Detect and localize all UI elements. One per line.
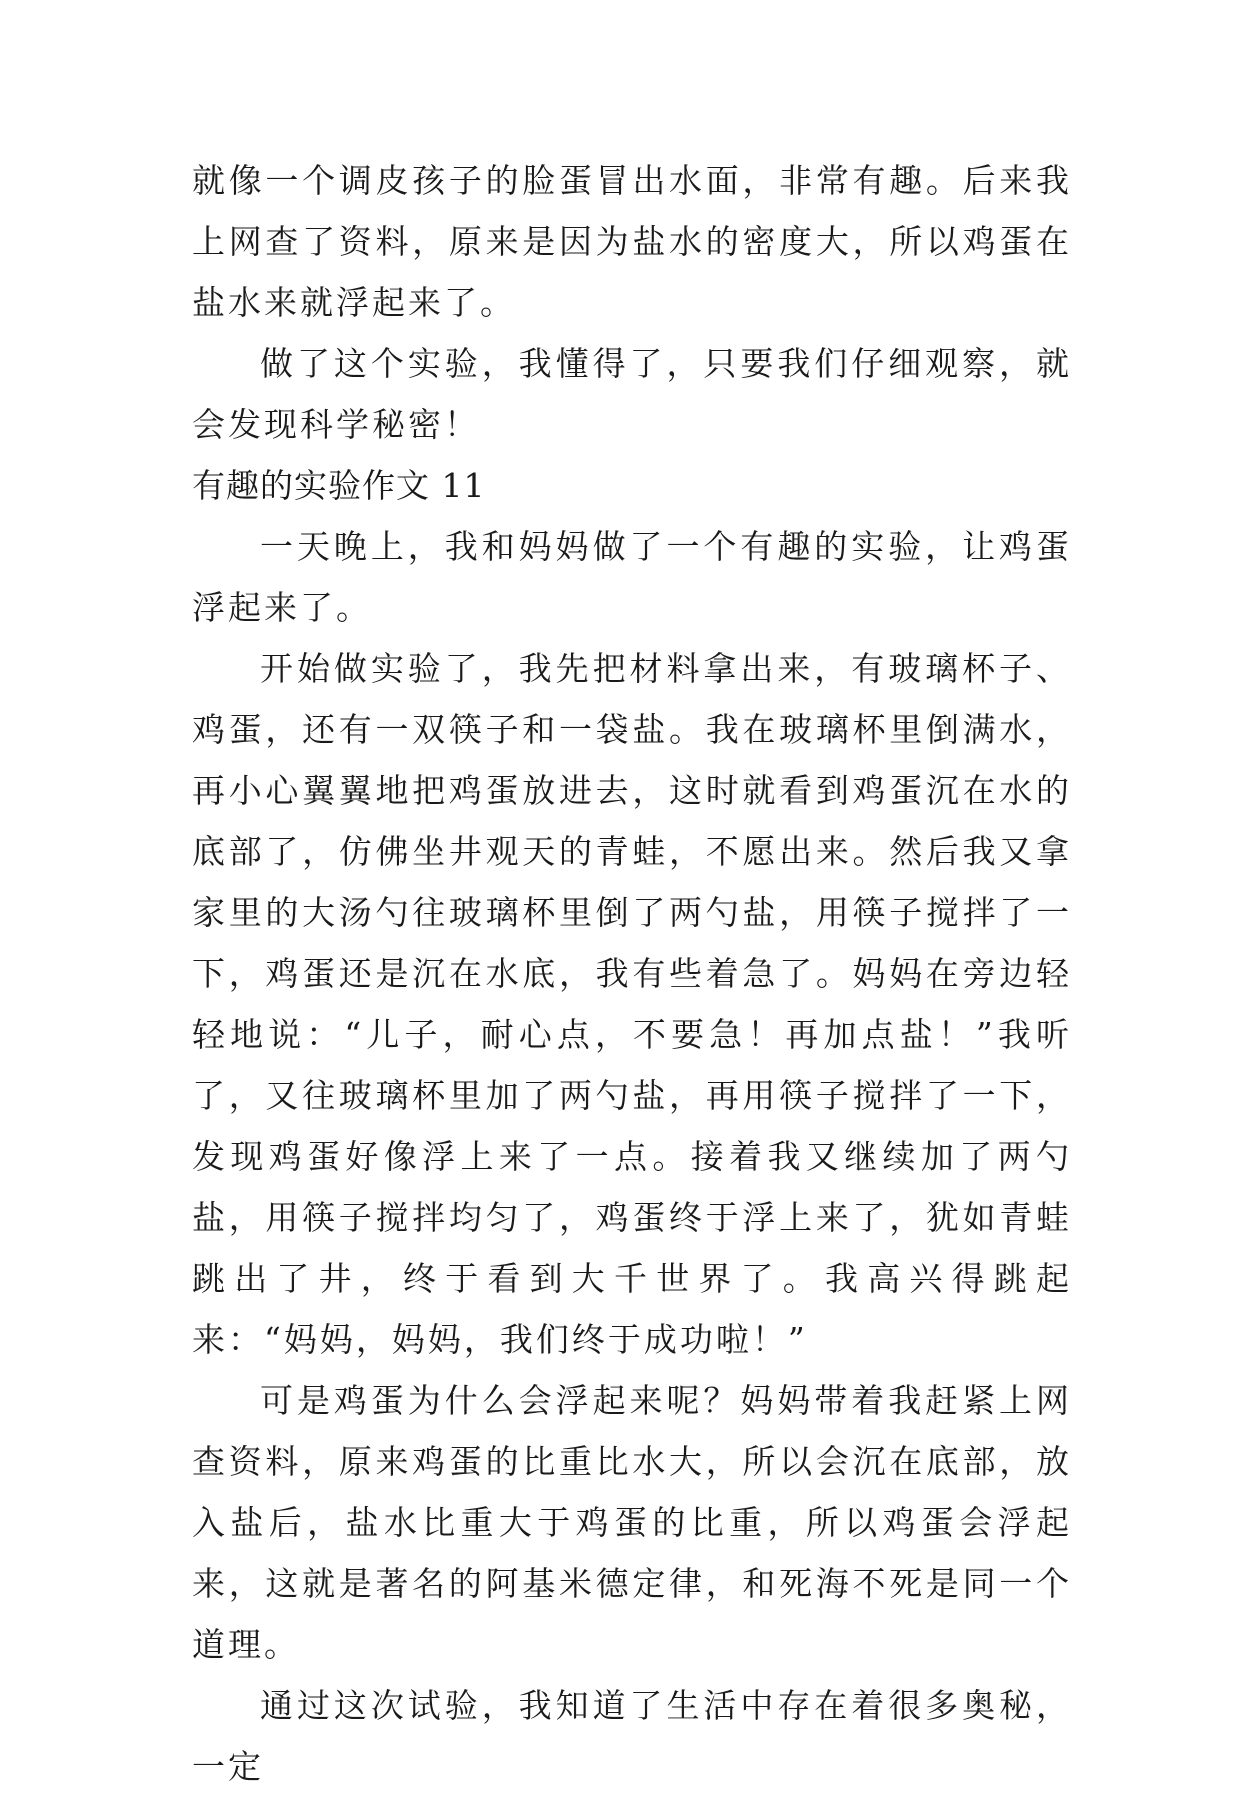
paragraph-conclusion: 做了这个实验，我懂得了，只要我们仔细观察，就会发现科学秘密！ — [192, 344, 1072, 444]
paragraph-explanation: 可是鸡蛋为什么会浮起来呢？妈妈带着我赶紧上网查资料，原来鸡蛋的比重比水大，所以会沉在底部，放入盐后，盐水比重大于鸡蛋的比重，所以鸡蛋会浮起来，这就是著名的阿基米德定律，和死海不死是同一个道理。 — [192, 1381, 1072, 1664]
paragraph-continued: 就像一个调皮孩子的脸蛋冒出水面，非常有趣。后来我上网查了资料，原来是因为盐水的密度大，所以鸡蛋在盐水来就浮起来了。 — [192, 161, 1072, 322]
paragraph-experiment: 开始做实验了，我先把材料拿出来，有玻璃杯子、鸡蛋，还有一双筷子和一袋盐。我在玻璃杯里倒满水，再小心翼翼地把鸡蛋放进去，这时就看到鸡蛋沉在水的底部了，仿佛坐井观天的青蛙，不愿出来。然后我又拿家里的大汤勺往玻璃杯里倒了两勺盐，用筷子搅拌了一下，鸡蛋还是沉在水底，我有些着急了。妈妈在旁边轻轻地说：“儿子，耐心点，不要急！再加点盐！”我听了，又往玻璃杯里加了两勺盐，再用筷子搅拌了一下，发现鸡蛋好像浮上来了一点。接着我又继续加了两勺盐，用筷子搅拌均匀了，鸡蛋终于浮上来了，犹如青蛙跳出了井，终于看到大千世界了。我高兴得跳起来：“妈妈，妈妈，我们终于成功啦！” — [192, 649, 1072, 1359]
section-title: 有趣的实验作文 11 — [192, 466, 486, 505]
paragraph-closing: 通过这次试验，我知道了生活中存在着很多奥秘，一定 — [192, 1686, 1072, 1786]
document-body — [192, 150, 1072, 1797]
paragraph-intro: 一天晚上，我和妈妈做了一个有趣的实验，让鸡蛋浮起来了。 — [192, 527, 1072, 627]
